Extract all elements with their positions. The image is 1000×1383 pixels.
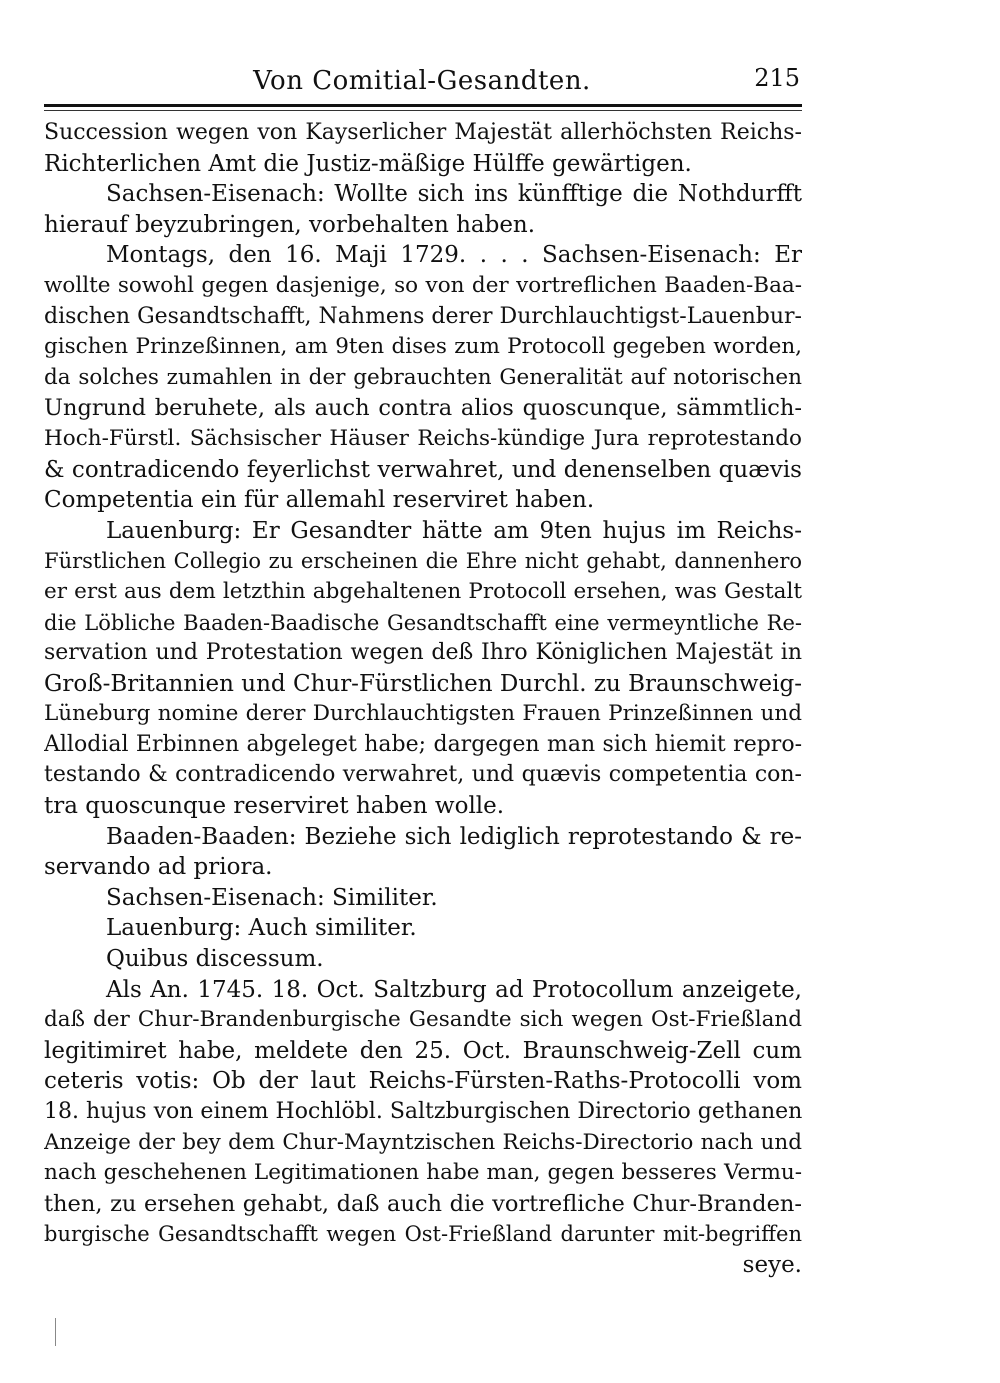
text-line: & contradicendo feyerlichst verwahret, und denenselben quævis (44, 456, 802, 483)
text-line: Sachsen-Eisenach: Similiter. (106, 884, 438, 911)
text-line: Quibus discessum. (106, 946, 324, 973)
text-line: Lauenburg: Auch similiter. (106, 915, 417, 942)
body-text (44, 118, 802, 1281)
text-line: Lüneburg nomine derer Durchlauchtigsten Frauen Prinzeßinnen und (44, 701, 802, 727)
text-line: Lauenburg: Er Gesandter hätte am 9ten hujus im Reichs- (106, 517, 802, 544)
text-line: legitimiret habe, meldete den 25. Oct. Braunschweig-Zell cum (44, 1037, 802, 1064)
page-number: 215 (754, 64, 800, 92)
text-line: tra quoscunque reserviret haben wolle. (44, 793, 505, 820)
text-line: Hoch-Fürstl. Sächsischer Häuser Reichs-kündige Jura reprotestando (44, 425, 802, 451)
text-line: Richterlichen Amt die Justiz-mäßige Hülffe gewärtigen. (44, 150, 692, 177)
text-line: servando ad priora. (44, 854, 273, 881)
text-line: Competentia ein für allemahl reserviret haben. (44, 487, 595, 514)
text-line: Anzeige der bey dem Chur-Mayntzischen Reichs-Directorio nach und (44, 1129, 802, 1155)
text-line: Als An. 1745. 18. Oct. Saltzburg ad Protocollum anzeigete, (106, 976, 802, 1003)
text-line: then, zu ersehen gehabt, daß auch die vortrefliche Chur-Branden- (44, 1190, 802, 1217)
text-line: wollte sowohl gegen dasjenige, so von der vortreflichen Baaden-Baa- (44, 272, 802, 298)
text-line: Montags, den 16. Maji 1729. . . . Sachsen-Eisenach: Er (106, 242, 802, 269)
header-rule (44, 104, 802, 107)
text-line: Succession wegen von Kayserlicher Majestät allerhöchsten Reichs- (44, 120, 802, 145)
text-line: gischen Prinzeßinnen, am 9ten dises zum Protocoll gegeben worden, (44, 334, 802, 360)
text-line: nach geschehenen Legitimationen habe man, gegen besseres Vermu- (44, 1160, 802, 1186)
text-line: daß der Chur-Brandenburgische Gesandte sich wegen Ost-Frießland (44, 1007, 802, 1033)
text-line: Fürstlichen Collegio zu erscheinen die Ehre nicht gehabt, dannenhero (44, 549, 802, 574)
text-line: testando & contradicendo verwahret, und quævis competentia con- (44, 762, 802, 788)
catchword: seye. (742, 1251, 802, 1278)
text-line: 18. hujus von einem Hochlöbl. Saltzburgischen Directorio gethanen (44, 1099, 802, 1124)
margin-mark (55, 1318, 57, 1346)
text-line: Baaden-Baaden: Beziehe sich lediglich reprotestando & re- (106, 823, 802, 850)
text-line: Sachsen-Eisenach: Wollte sich ins künfftige die Nothdurfft (106, 181, 802, 208)
running-head: Von Comitial-Gesandten. (253, 66, 591, 96)
text-line: Allodial Erbinnen abgeleget habe; dargegen man sich hiemit repro- (44, 731, 802, 757)
text-line: die Löbliche Baaden-Baadische Gesandtschafft eine vermeyntliche Re- (44, 610, 802, 635)
text-line: burgische Gesandtschafft wegen Ost-Frießland darunter mit-begriffen (44, 1222, 802, 1247)
text-line: hierauf beyzubringen, vorbehalten haben. (44, 211, 536, 238)
text-line: ceteris votis: Ob der laut Reichs-Fürsten-Raths-Protocolli vom (44, 1068, 802, 1095)
header-rule-thin (44, 110, 802, 111)
text-line: da solches zumahlen in der gebrauchten Generalität auf notorischen (44, 364, 802, 390)
text-line: Groß-Britannien und Chur-Fürstlichen Durchl. zu Braunschweig- (44, 670, 802, 697)
text-line: er erst aus dem letzthin abgehaltenen Protocoll ersehen, was Gestalt (44, 578, 802, 604)
text-line: Ungrund beruhete, als auch contra alios quoscunque, sämmtlich- (44, 395, 802, 422)
page-header (44, 62, 800, 102)
text-line: servation und Protestation wegen deß Ihro Königlichen Majestät in (44, 640, 802, 666)
text-line: dischen Gesandtschafft, Nahmens derer Durchlauchtigst-Lauenbur- (44, 303, 802, 329)
